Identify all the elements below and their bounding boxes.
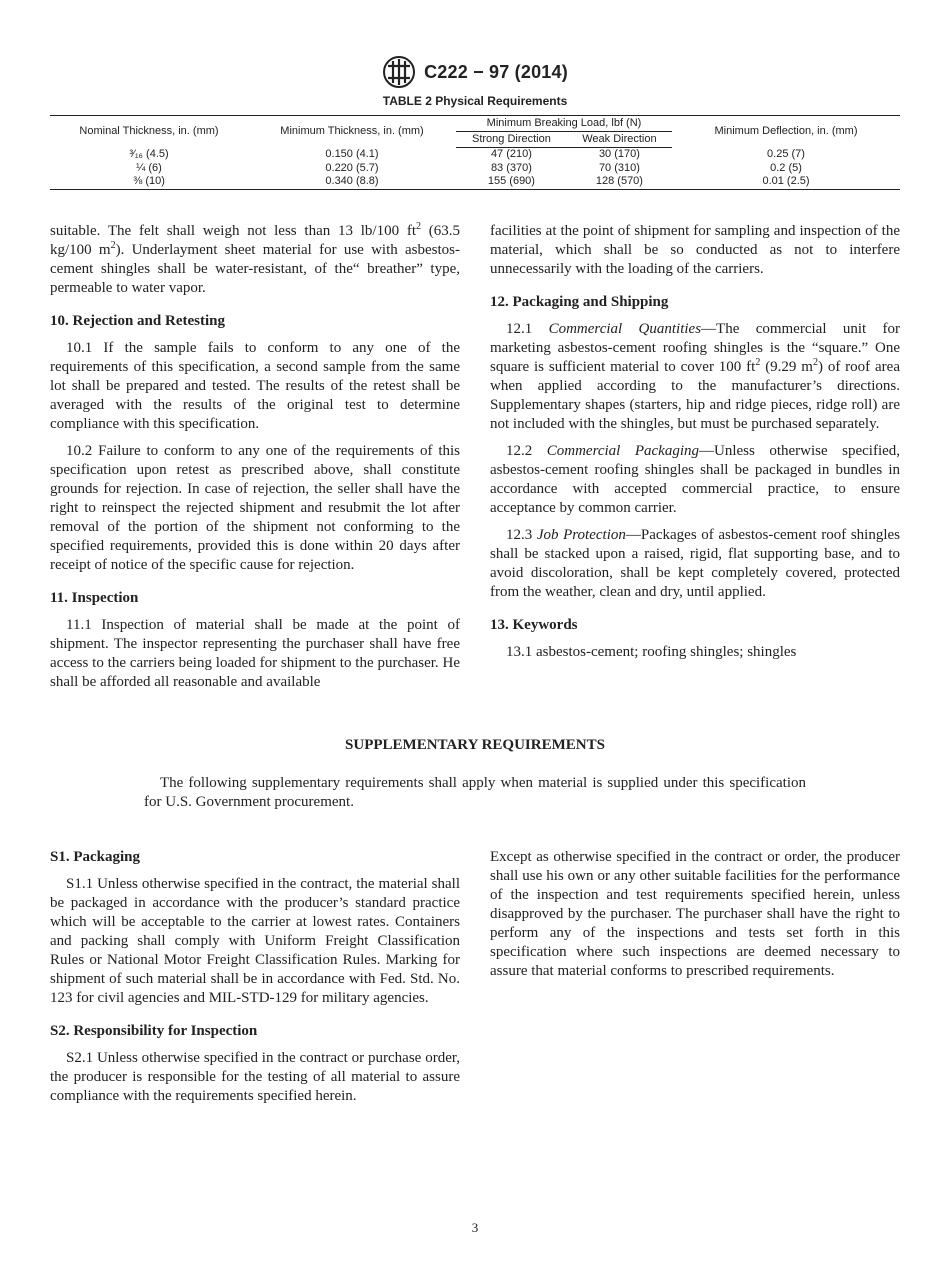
section-heading-10: 10. Rejection and Retesting: [50, 313, 225, 329]
superscript: 2: [416, 221, 421, 232]
superscript: 2: [812, 357, 818, 368]
subsection-title: Commercial Packaging: [546, 443, 699, 459]
cell-weak: 128 (570): [595, 175, 643, 187]
cell-weak: 30 (170): [598, 148, 640, 160]
document-code: C222 − 97 (2014): [424, 61, 568, 82]
astm-logo-icon: [382, 55, 416, 89]
table-row: [50, 148, 900, 162]
table-title: TABLE 2 Physical Requirements: [382, 94, 568, 108]
physical-requirements-table: [50, 115, 900, 190]
paragraph-s2-1: S2.1 Unless otherwise specified in the contract or purchase order, the producer is responsible for the testing of all material to assure compliance with the requirements specified herein.: [50, 1050, 460, 1104]
paragraph-12-2: [490, 442, 900, 518]
intro-text: The following supplementary requirements shall apply when material is supplied under this specification for U.S. Government procurement.: [144, 775, 806, 810]
cell-weak: 70 (310): [598, 161, 640, 174]
paragraph-s1-1: S1.1 Unless otherwise specified in the contract, the material shall be packaged in accordance with the producer’s standard practice which will be acceptable to the carrier at lowest rates. Containers and packing shall comply with Uniform Freight Classification Rules or National Motor Freight Classification Rules. Marking for shipment of such material shall be in accordance with Fed. Std. No. 123 for civil agencies and MIL-STD-129 for military agencies.: [50, 876, 460, 1006]
header-strong: Strong Direction: [456, 132, 567, 148]
supplementary-intro: [144, 774, 806, 812]
cell-min-thickness: 0.150 (4.1): [325, 147, 379, 160]
paragraph-suitable: [50, 222, 460, 298]
page-header: [0, 55, 950, 94]
cell-deflection: 0.01 (2.5): [762, 175, 810, 187]
header-nominal: Nominal Thickness, in. (mm): [79, 125, 219, 138]
superscript: 2: [755, 357, 761, 368]
section-heading-s1: S1. Packaging: [50, 849, 141, 865]
text-fragment: 12.3: [506, 527, 537, 543]
subsection-title: Job Protection: [536, 527, 626, 543]
cell-strong: 155 (690): [487, 175, 535, 187]
supp-left-column: [50, 848, 460, 1114]
table-row: [50, 162, 900, 176]
text-fragment: (63.5 kg/100 m: [50, 223, 461, 258]
text-fragment: —Packages of asbestos-cement roof shingles shall be stacked upon a raised, rigid, flat supporting base, and to avoid discoloration, shall be kept completely covered, protected from the weather, clean and dry, until applied.: [490, 527, 900, 600]
section-heading-13: 13. Keywords: [490, 617, 578, 633]
paragraph-s2-continued: Except as otherwise specified in the contract or order, the producer shall use his own or any other suitable facilities for the performance of the inspection and test requirements specified herein, unless disapproved by the purchaser. The purchaser shall have the right to perform any of the inspections and tests set forth in this specification where such inspections are deemed necessary to assure that material conforms to prescribed requirements.: [490, 849, 900, 979]
superscript: 2: [110, 240, 116, 251]
paragraph-11-1: 11.1 Inspection of material shall be made at the point of shipment. The inspector representing the purchaser shall have free access to the carriers being loaded for shipment to the purchaser. He shall be afforded all reasonable and available: [50, 617, 460, 690]
paragraph-10-1: 10.1 If the sample fails to conform to any one of the requirements of this specification, a second sample from the same lot shall be prepared and tested. The results of the retest shall be averaged with the results of the original test to determine compliance with this specification.: [50, 340, 460, 432]
supplementary-title: SUPPLEMENTARY REQUIREMENTS: [345, 737, 605, 753]
cell-nominal: ³⁄₁₆ (4.5): [129, 147, 169, 160]
section-heading-12: 12. Packaging and Shipping: [490, 294, 669, 310]
section-heading-s2: S2. Responsibility for Inspection: [50, 1023, 258, 1039]
text-fragment: 12.2: [506, 443, 547, 459]
paragraph-12-3: [490, 526, 900, 602]
left-column: [50, 222, 460, 700]
paragraph-10-2: 10.2 Failure to conform to any one of the requirements of this specification upon retest as prescribed above, shall constitute grounds for rejection. In case of rejection, the seller shall have the right to reinspect the rejected shipment and resubmit the lot after removal of the portion of the shipment not conforming to the specified requirements, provided this is done within 20 days after receipt of notice of the specific cause for rejection.: [50, 443, 460, 573]
table-header-row: [50, 116, 900, 132]
cell-nominal: ¼ (6): [136, 161, 162, 174]
cell-strong: 47 (210): [490, 148, 532, 160]
header-breaking-load: Minimum Breaking Load, lbf (N): [456, 116, 672, 132]
text-fragment: (9.29 m: [760, 359, 813, 375]
cell-min-thickness: 0.340 (8.8): [325, 175, 379, 187]
subsection-title: Commercial Quantities: [548, 321, 702, 337]
header-wrap: [382, 55, 568, 89]
header-deflection: Minimum Deflection, in. (mm): [714, 125, 858, 138]
paragraph-13-1: 13.1 asbestos-cement; roofing shingles; shingles: [506, 644, 797, 660]
text-fragment: 12.1: [506, 321, 549, 337]
header-min-thickness: Minimum Thickness, in. (mm): [280, 125, 424, 138]
paragraph-12-1: [490, 320, 900, 434]
text-fragment: ). Underlayment sheet material for use with asbestos-cement shingles shall be water-resistant, of the“ breather” type, permeable to water vapor.: [50, 242, 460, 296]
right-column: [490, 222, 900, 670]
cell-deflection: 0.25 (7): [767, 147, 805, 160]
supp-right-column: [490, 848, 900, 989]
text-fragment: —The commercial unit for marketing asbestos-cement roofing shingles is the “square.” One square is sufficient material to cover 100 ft: [490, 321, 900, 375]
text-fragment: —Unless otherwise specified, asbestos-cement roofing shingles shall be packaged in bundles in accordance with accepted commercial practice, to ensure acceptance by common carrier.: [490, 443, 901, 516]
text-fragment: suitable. The felt shall weigh not less than 13 lb/100 ft: [50, 223, 416, 239]
header-weak: Weak Direction: [567, 132, 672, 148]
cell-deflection: 0.2 (5): [770, 161, 802, 174]
page-number: 3: [471, 1220, 479, 1235]
table-row: [50, 175, 900, 189]
cell-min-thickness: 0.220 (5.7): [325, 161, 379, 174]
cell-nominal: ⅜ (10): [133, 175, 165, 187]
text-fragment: ) of roof area when applied according to the manufacturer’s directions. Supplementary shapes (starters, hip and ridge pieces, ridge roll) are not included with the shingles, but must be purchased separately.: [490, 359, 900, 432]
cell-strong: 83 (370): [490, 161, 532, 174]
paragraph-facilities: facilities at the point of shipment for sampling and inspection of the material, which shall be so conducted as not to interfere unnecessarily with the loading of the carriers.: [490, 223, 900, 277]
section-heading-11: 11. Inspection: [50, 590, 139, 606]
